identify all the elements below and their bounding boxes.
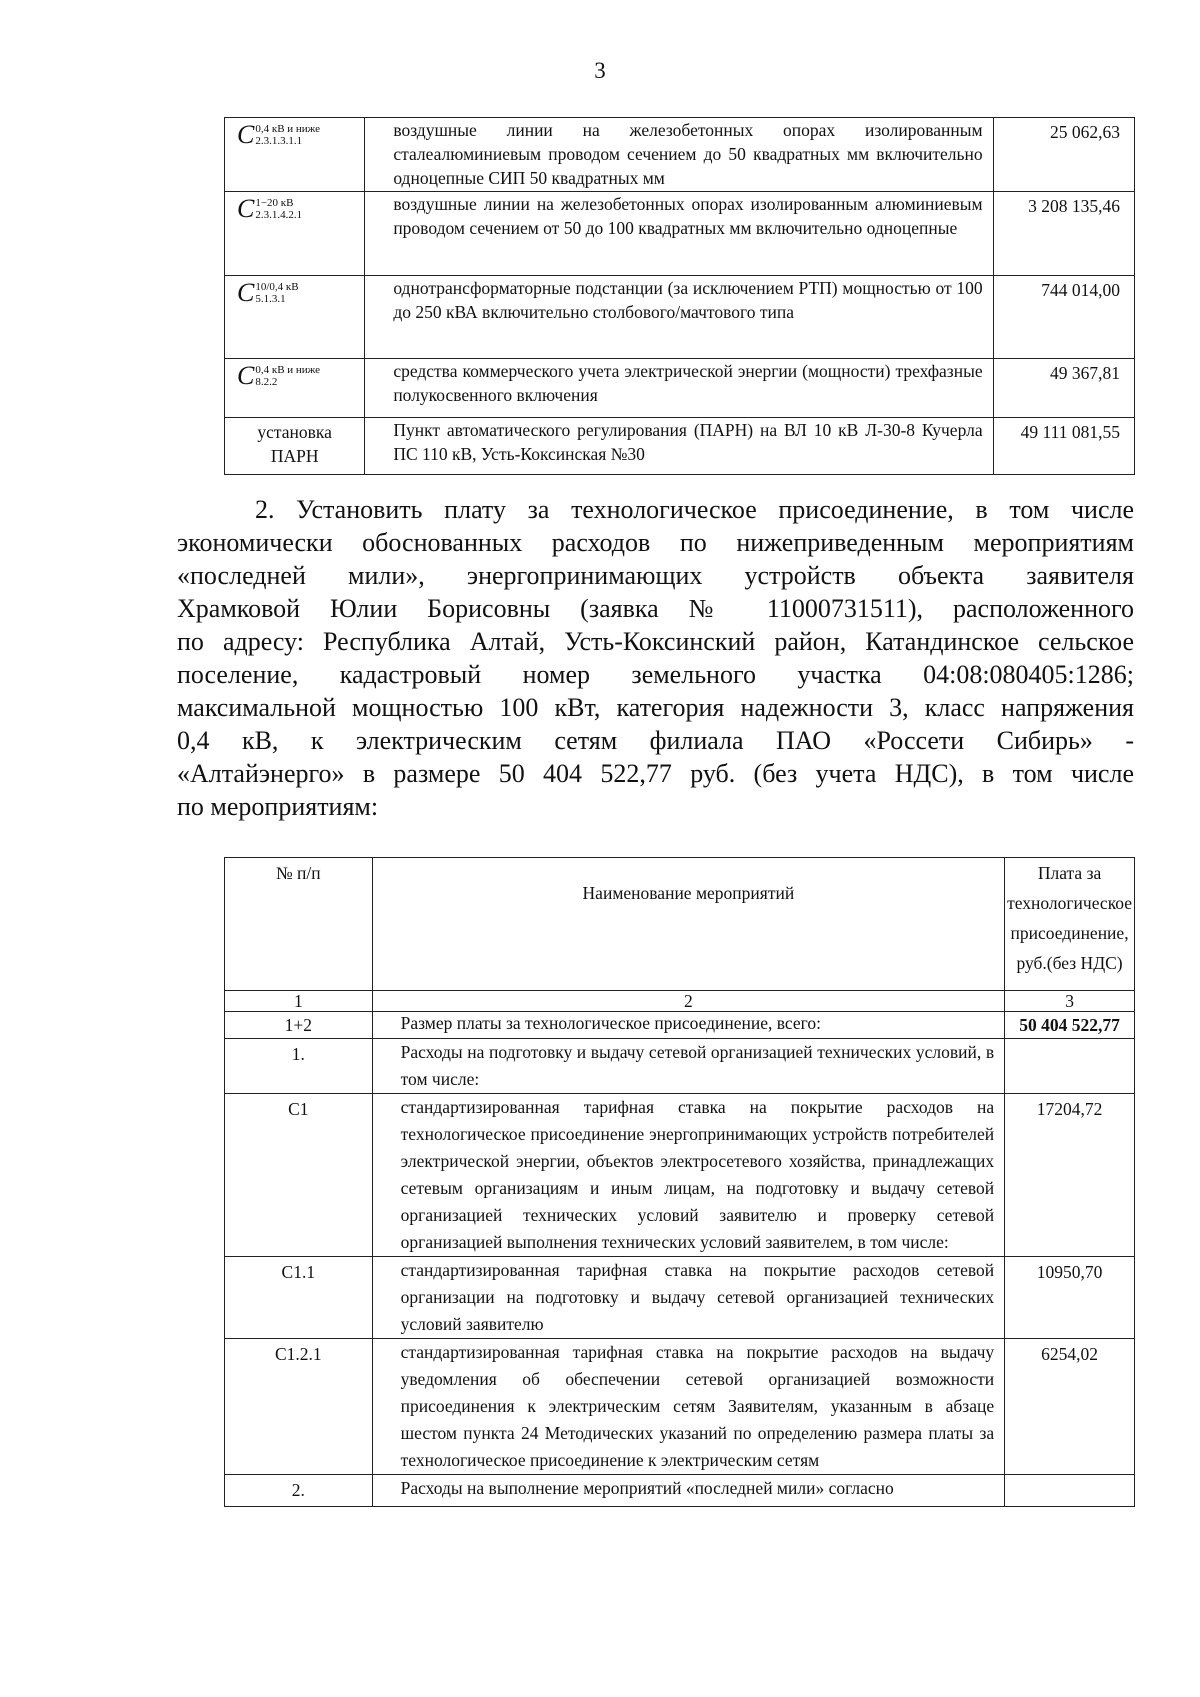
rate-amount: 25 062,63 — [993, 118, 1134, 192]
rates-table — [224, 117, 1135, 475]
row-number: 2. — [225, 1475, 373, 1507]
rate-code-cell — [225, 276, 365, 359]
row-number: 1. — [225, 1039, 373, 1094]
rate-description: воздушные линии на железобетонных опорах изолированным алюминиевым проводом сечением от 50 до 100 квадратных мм включительно одноцепные — [365, 192, 993, 276]
row-number: С1 — [225, 1094, 373, 1257]
rate-description: воздушные линии на железобетонных опорах изолированным сталеалюминиевым проводом сечением до 50 квадратных мм включительно одноцепные СИП 50 квадратных мм — [365, 118, 993, 192]
parn-code-line1: установка — [257, 422, 332, 442]
page-number: 3 — [594, 58, 606, 83]
header-number: № п/п — [225, 858, 373, 991]
row-description: Расходы на выполнение мероприятий «последней мили» согласно — [372, 1475, 1004, 1507]
column-number-row — [225, 991, 1135, 1012]
paragraph-line: поселение, кадастровый номер земельного участка 04:08:080405:1286; — [177, 660, 1134, 689]
row-description: стандартизированная тарифная ставка на покрытие расходов сетевой организации на подготовку и выдачу сетевой организацией технических условий заявителю — [372, 1257, 1004, 1339]
rate-subscript: 2.3.1.4.2.1 — [255, 209, 303, 221]
rate-description: однотрансформаторные подстанции (за исключением РТП) мощностью от 100 до 250 кВА включительно столбового/мачтового типа — [365, 276, 993, 359]
paragraph-line: максимальной мощностью 100 кВт, категория надежности 3, класс напряжения — [177, 693, 1134, 722]
rate-code-cell — [225, 418, 365, 475]
table-row — [225, 192, 1135, 276]
header-name: Наименование мероприятий — [372, 858, 1004, 991]
row-value: 50 404 522,77 — [1005, 1012, 1135, 1039]
rate-description: Пункт автоматического регулирования (ПАРН) на ВЛ 10 кВ Л-30-8 Кучерла ПС 110 кВ, Усть-Коксинская №30 — [365, 418, 993, 475]
rate-symbol: C 1−20 кВ 2.3.1.4.2.1 — [237, 194, 303, 223]
paragraph-line: 2. Установить плату за технологическое присоединение, в том числе — [255, 495, 1134, 524]
row-value — [1005, 1475, 1135, 1507]
paragraph-line: Храмковой Юлии Борисовны (заявка № 11000731511), расположенного — [177, 594, 1134, 623]
rate-amount: 744 014,00 — [993, 276, 1134, 359]
table-row — [225, 359, 1135, 418]
rate-superscript: 10/0,4 кВ — [255, 281, 299, 293]
header-fee: Плата за технологическое присоединение, руб.(без НДС) — [1005, 858, 1135, 991]
rate-subscript: 5.1.3.1 — [255, 293, 286, 305]
rate-code-cell — [225, 118, 365, 192]
row-value: 10950,70 — [1005, 1257, 1135, 1339]
rate-superscript: 1−20 кВ — [255, 197, 294, 209]
rate-symbol: C 10/0,4 кВ 5.1.3.1 — [237, 278, 299, 307]
column-number: 1 — [225, 991, 373, 1012]
row-description: Расходы на подготовку и выдачу сетевой организацией технических условий, в том числе: — [372, 1039, 1004, 1094]
row-number: 1+2 — [225, 1012, 373, 1039]
rate-subscript: 2.3.1.3.1.1 — [255, 135, 303, 147]
table-header-row — [225, 858, 1135, 991]
paragraph-line: экономически обоснованных расходов по нижеприведенным мероприятиям — [177, 528, 1134, 557]
rate-superscript: 0,4 кВ и ниже — [255, 123, 321, 135]
table-row — [225, 1039, 1135, 1094]
rate-superscript: 0,4 кВ и ниже — [255, 364, 321, 376]
rate-symbol: C 0,4 кВ и ниже 8.2.2 — [237, 361, 321, 390]
paragraph-line: «Алтайэнерго» в размере 50 404 522,77 руб. (без учета НДС), в том числе — [177, 759, 1134, 788]
row-number: С1.1 — [225, 1257, 373, 1339]
row-description: Размер платы за технологическое присоединение, всего: — [372, 1012, 1004, 1039]
rate-code-cell — [225, 359, 365, 418]
row-description: стандартизированная тарифная ставка на покрытие расходов на технологическое присоединение энергопринимающих устройств потребителей электрической энергии, объектов электросетевого хозяйства, принадлежащих сетевым организациям и иным лицам, на подготовку и выдачу сетевой организацией технических условий заявителю и проверку сетевой организацией выполнения технических условий заявителем, в том числе: — [372, 1094, 1004, 1257]
table-row — [225, 1339, 1135, 1475]
paragraph-line: по мероприятиям: — [177, 792, 379, 821]
rate-subscript: 8.2.2 — [255, 376, 278, 388]
table-row — [225, 1475, 1135, 1507]
row-number: С1.2.1 — [225, 1339, 373, 1475]
parn-code-line2: ПАРН — [270, 446, 319, 466]
rate-description: средства коммерческого учета электрической энергии (мощности) трехфазные полукосвенного включения — [365, 359, 993, 418]
column-number: 3 — [1005, 991, 1135, 1012]
column-number: 2 — [372, 991, 1004, 1012]
table-row — [225, 118, 1135, 192]
rate-amount: 49 111 081,55 — [993, 418, 1134, 475]
table-row — [225, 276, 1135, 359]
total-row — [225, 1012, 1135, 1039]
paragraph-line: «последней мили», энергопринимающих устройств объекта заявителя — [177, 561, 1134, 590]
row-value: 17204,72 — [1005, 1094, 1135, 1257]
row-description: стандартизированная тарифная ставка на покрытие расходов на выдачу уведомления об обеспечении сетевой организацией возможности присоединения к электрическим сетям Заявителям, указанным в абзаце шестом пункта 24 Методических указаний по определению размера платы за технологическое присоединение к электрическим сетям — [372, 1339, 1004, 1475]
table-row — [225, 1094, 1135, 1257]
fee-breakdown-table — [224, 857, 1135, 1507]
rate-amount: 49 367,81 — [993, 359, 1134, 418]
rate-symbol: C 0,4 кВ и ниже 2.3.1.3.1.1 — [237, 120, 321, 149]
rate-amount: 3 208 135,46 — [993, 192, 1134, 276]
paragraph-line: по адресу: Республика Алтай, Усть-Коксинский район, Катандинское сельское — [177, 627, 1134, 656]
decision-paragraph — [177, 493, 1134, 823]
table-row — [225, 418, 1135, 475]
table-row — [225, 1257, 1135, 1339]
paragraph-line: 0,4 кВ, к электрическим сетям филиала ПАО «Россети Сибирь» - — [177, 726, 1134, 755]
row-value: 6254,02 — [1005, 1339, 1135, 1475]
rate-code-cell — [225, 192, 365, 276]
row-value — [1005, 1039, 1135, 1094]
